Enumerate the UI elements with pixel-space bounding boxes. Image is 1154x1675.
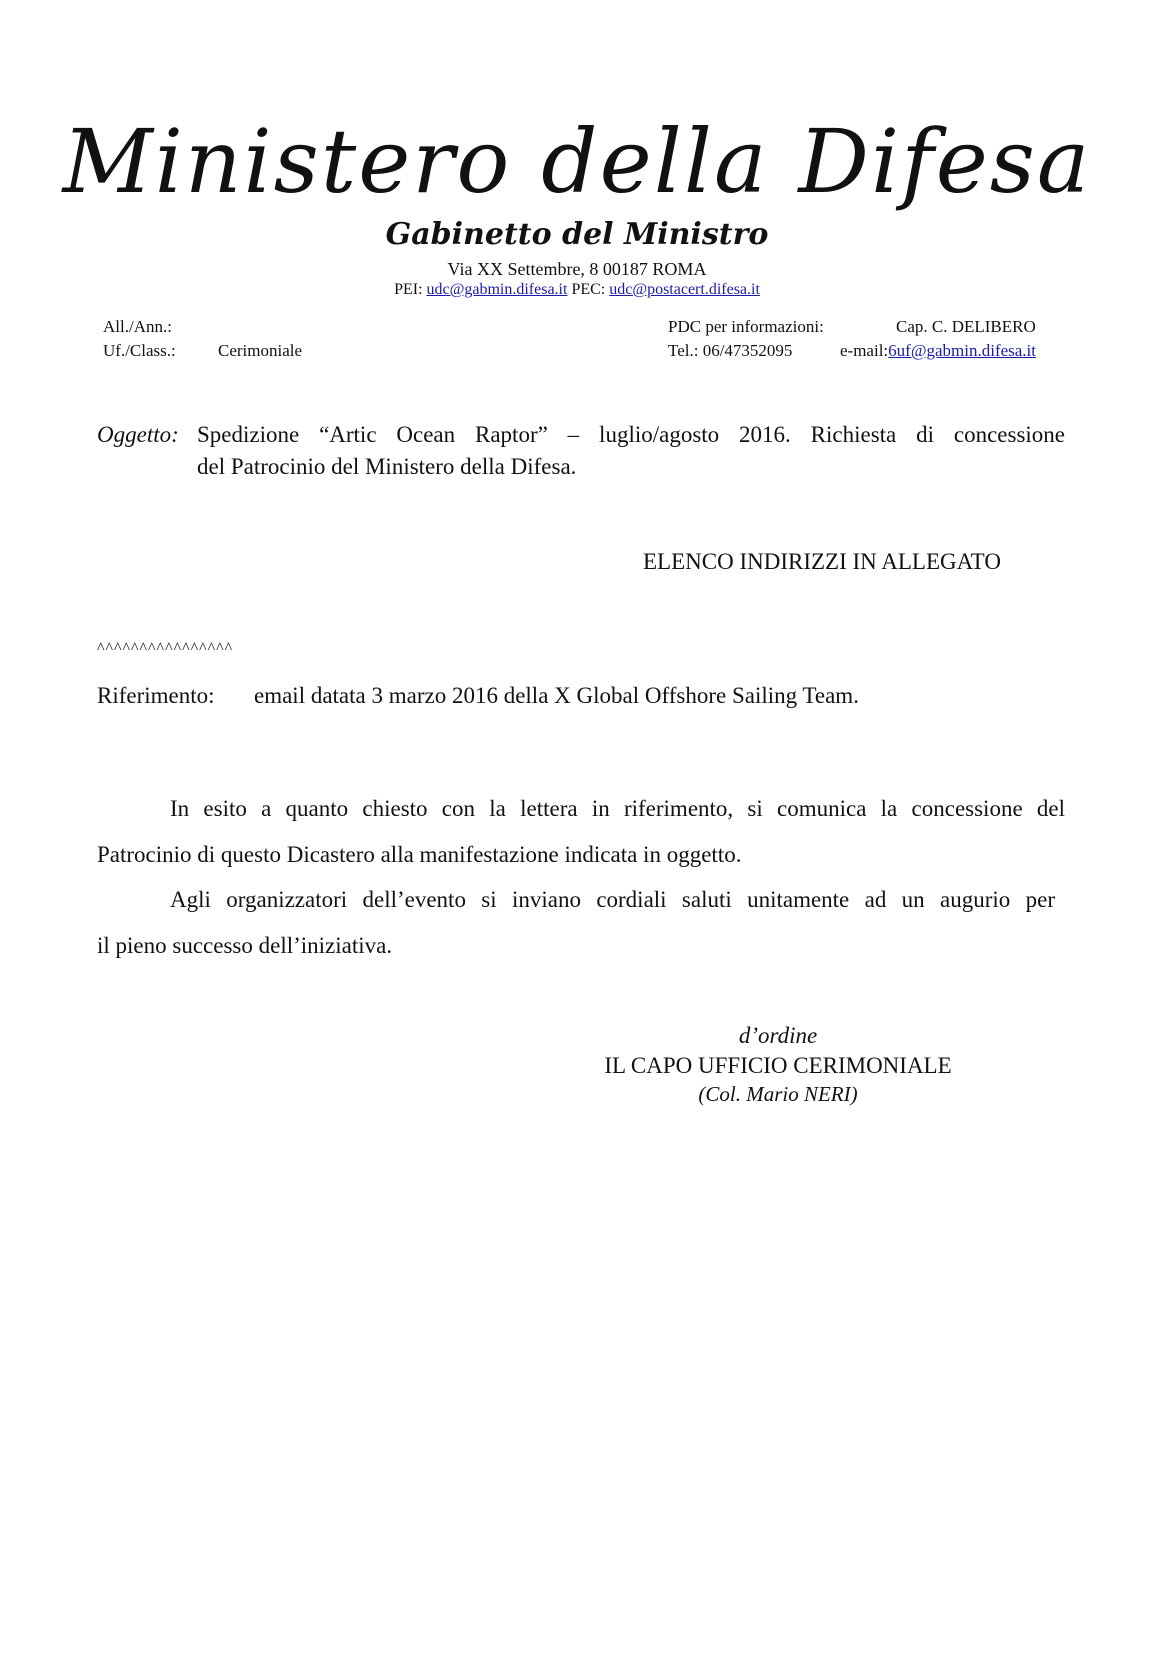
ministry-contacts: [0, 282, 1154, 298]
pdc-name: Cap. C. DELIBERO: [896, 317, 1036, 336]
recipients-note: ELENCO INDIRIZZI IN ALLEGATO: [643, 549, 1001, 574]
email-label: e-mail:: [840, 341, 889, 360]
body-paragraph-1-line-1: In esito a quanto chiesto con la lettera in riferimento, si comunica la concessione del: [170, 796, 1065, 821]
subject-line-2: del Patrocinio del Ministero della Difesa.: [197, 454, 577, 479]
subject-label: Oggetto:: [97, 422, 179, 447]
contact-email-link[interactable]: 6uf@gabmin.difesa.it: [888, 341, 1037, 360]
pec-email-link[interactable]: udc@postacert.difesa.it: [609, 281, 760, 298]
body-paragraph-2-line-2: il pieno successo dell’iniziativa.: [97, 933, 393, 958]
signature-order: d’ordine: [738, 1023, 818, 1048]
contact-email: [840, 342, 1036, 359]
body-paragraph-1-line-2: Patrocinio di questo Dicastero alla manifestazione indicata in oggetto.: [97, 842, 742, 867]
classification-label: Uf./Class.:: [103, 341, 176, 360]
ministry-logo: Ministero della Difesa: [62, 110, 1092, 213]
phone-number: Tel.: 06/47352095: [668, 341, 793, 360]
pei-label: PEI:: [394, 281, 423, 298]
signature-title: IL CAPO UFFICIO CERIMONIALE: [604, 1053, 952, 1078]
attachments-label: All./Ann.:: [103, 317, 172, 336]
pei-email-link[interactable]: udc@gabmin.difesa.it: [426, 281, 568, 298]
classification-value: Cerimoniale: [218, 341, 303, 360]
reference-text: email datata 3 marzo 2016 della X Global Offshore Sailing Team.: [254, 683, 859, 708]
signature-name: (Col. Mario NERI): [698, 1082, 858, 1106]
separator-line: ^^^^^^^^^^^^^^^^: [97, 640, 234, 657]
body-paragraph-2-line-1: Agli organizzatori dell’evento si inviano cordiali saluti unitamente ad un augurio per: [170, 887, 1055, 912]
pec-label: PEC:: [571, 281, 606, 298]
ministry-address: Via XX Settembre, 8 00187 ROMA: [447, 259, 707, 279]
cabinet-title: Gabinetto del Ministro: [385, 217, 769, 252]
pdc-label: PDC per informazioni:: [668, 317, 824, 336]
reference-label: Riferimento:: [97, 683, 215, 708]
subject-line-1: Spedizione “Artic Ocean Raptor” – luglio/agosto 2016. Richiesta di concessione: [197, 422, 1065, 447]
